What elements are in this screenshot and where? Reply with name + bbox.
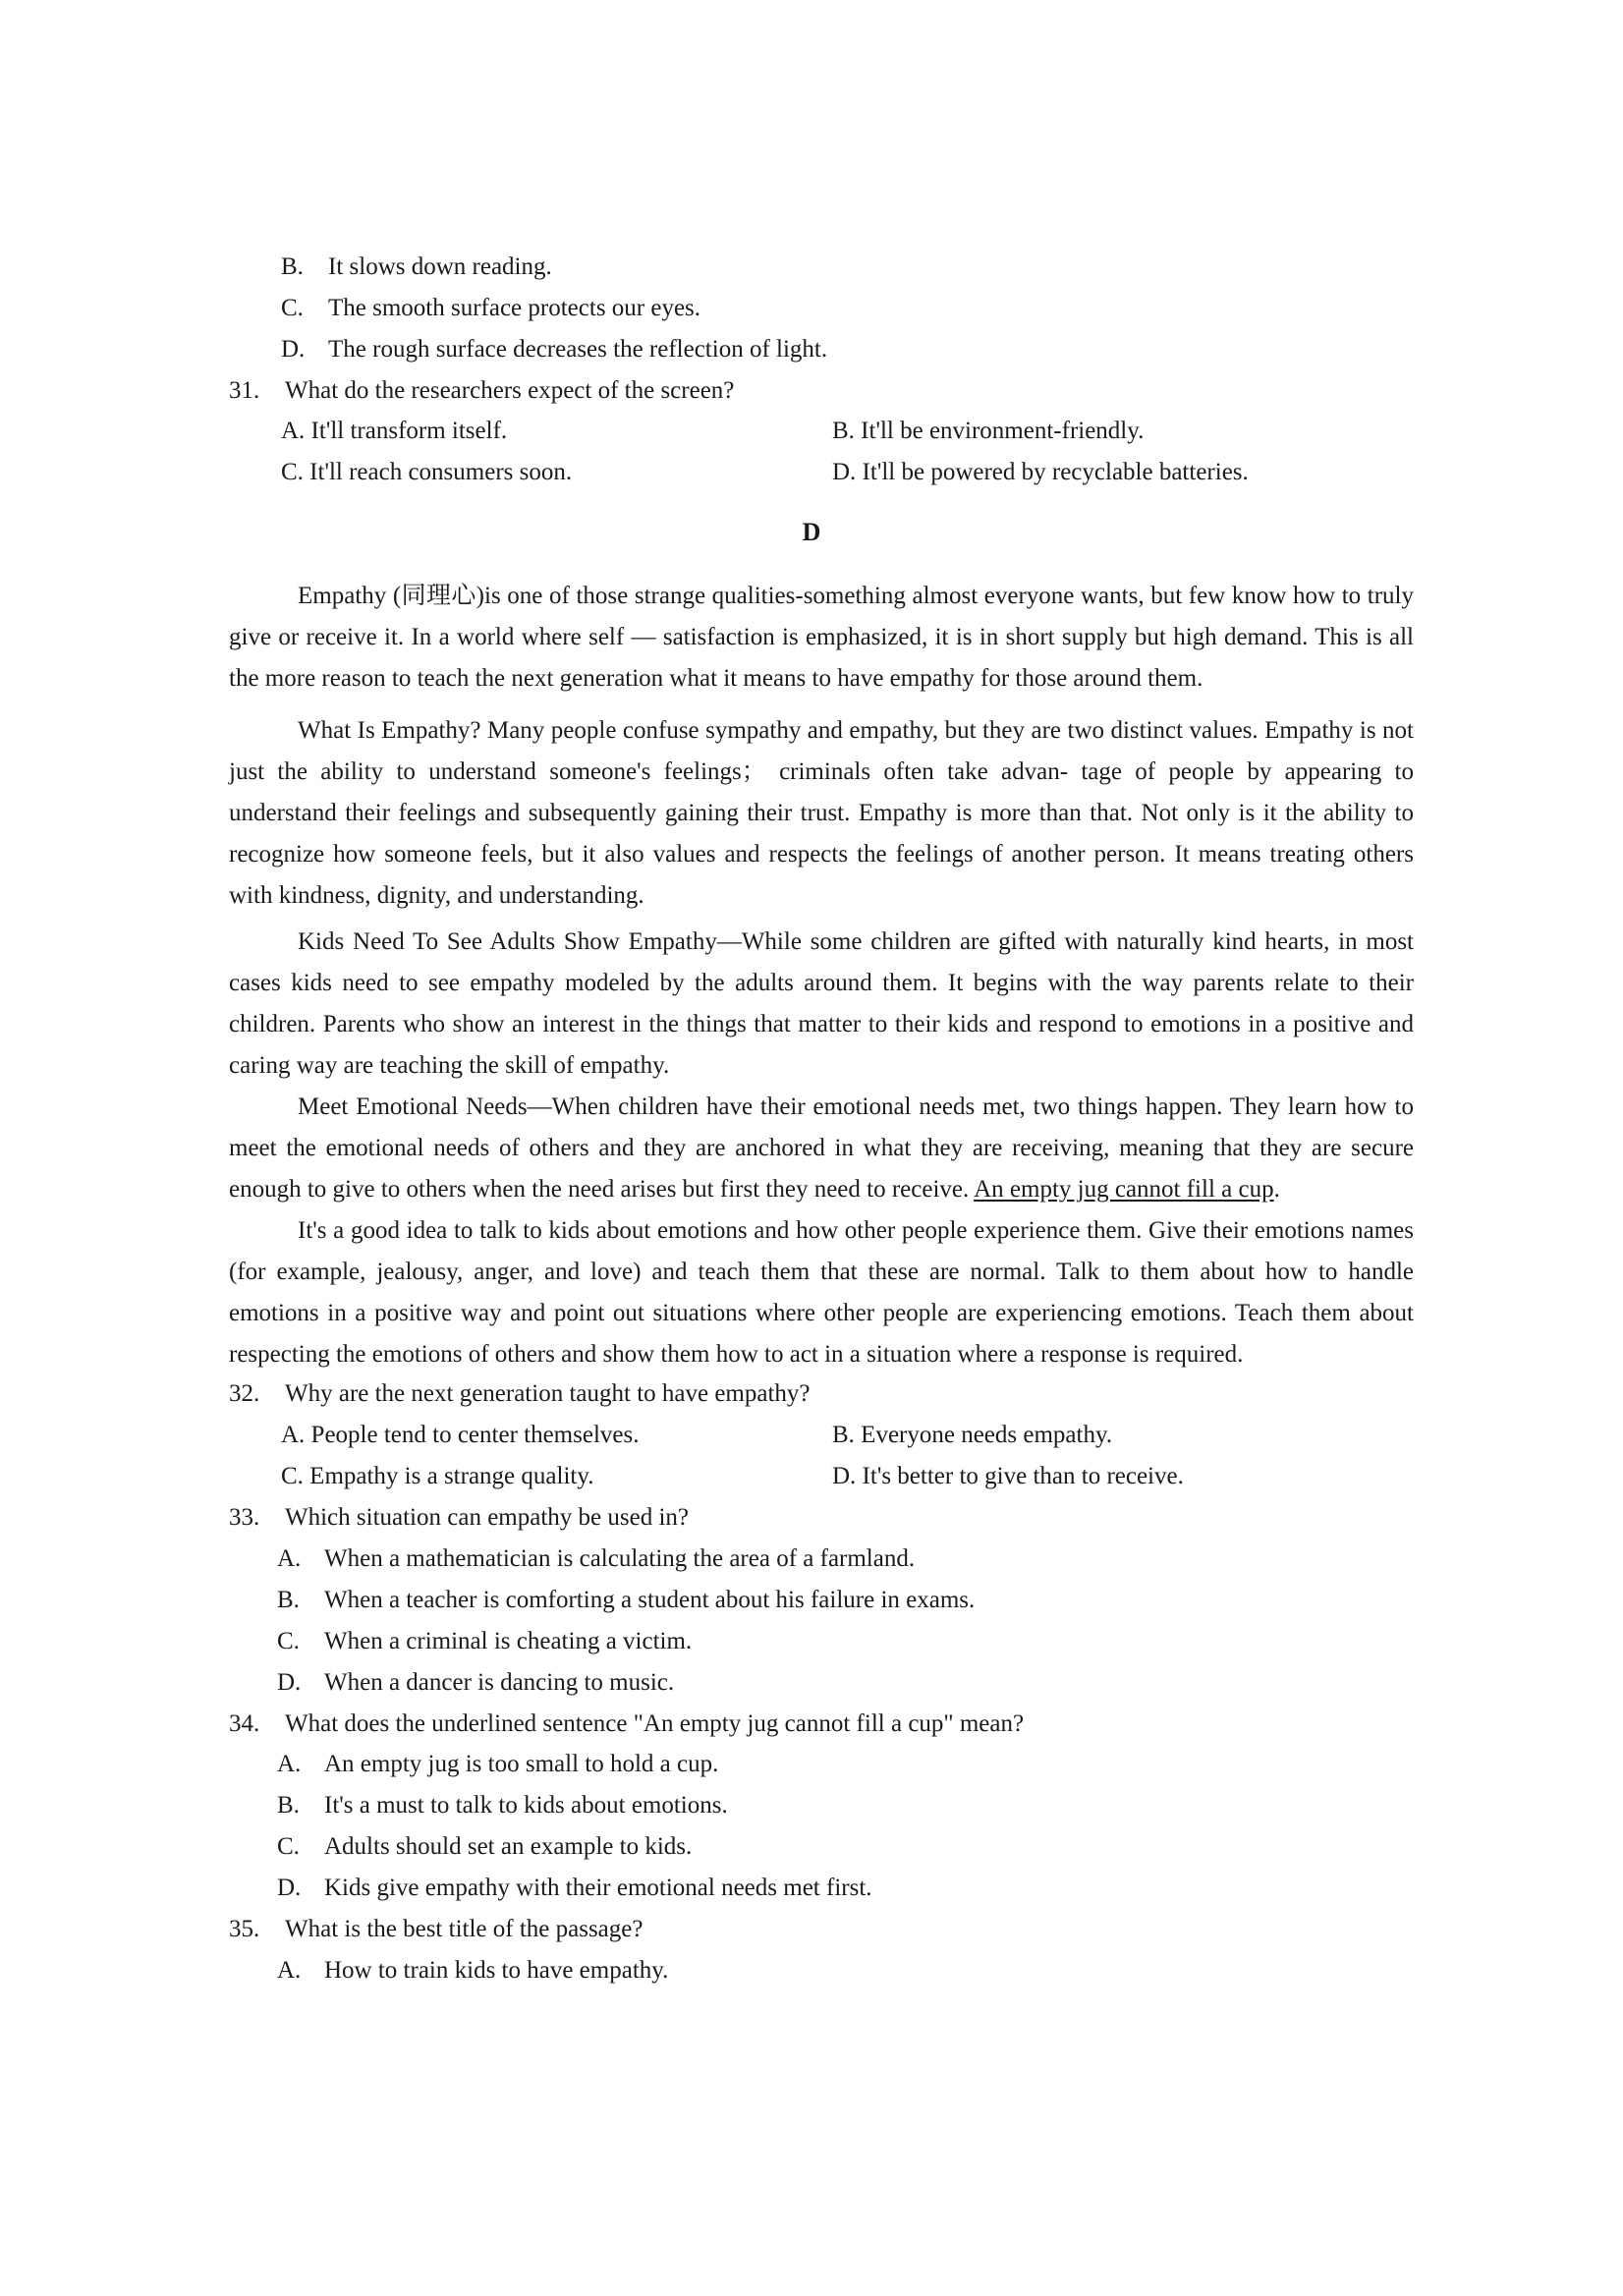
q33-option-a — [277, 1544, 915, 1574]
q34-option-b — [277, 1791, 728, 1820]
option-letter: D. — [277, 1669, 302, 1696]
option-letter: C. — [277, 1833, 300, 1860]
q34-option-a — [277, 1750, 718, 1779]
option-text: An empty jug is too small to hold a cup. — [324, 1751, 719, 1777]
q31-option-d: D. It'll be powered by recyclable batteries. — [832, 459, 1249, 485]
passage-paragraph-3: Kids Need To See Adults Show Empathy—While some children are gifted with naturally kind hearts, in most cases kids need to see empathy modeled by the adults around them. It begins with the way parents relate to their children. Parents who show an interest in the things that matter to their kids and respond to emotions in a positive and caring way are teaching the skill of empathy. — [229, 928, 1414, 1079]
q31-question — [229, 376, 734, 406]
question-text: What is the best title of the passage? — [285, 1916, 644, 1942]
option-text: It slows down reading. — [328, 253, 552, 280]
q30-option-b — [281, 252, 552, 282]
q32-option-b: B. Everyone needs empathy. — [832, 1422, 1113, 1448]
passage-paragraph-5: It's a good idea to talk to kids about emotions and how other people experience them. Give their emotions names (for example, jealousy, anger, and love) and teach them that these are normal. Talk to them about how to handle emotions in a positive way and point out situations where other people are experiencing emotions. Teach them about respecting the emotions of others and show them how to act in a situation where a response is required. — [229, 1217, 1414, 1368]
q33-option-d — [277, 1668, 674, 1698]
option-text: The smooth surface protects our eyes. — [328, 295, 701, 321]
q32-question — [229, 1379, 811, 1409]
option-text: The rough surface decreases the reflection of light. — [328, 336, 828, 363]
q33-option-b — [277, 1586, 975, 1615]
passage-paragraph-4 — [229, 1087, 1414, 1210]
passage-paragraph-1: Empathy (同理心)is one of those strange qualities-something almost everyone wants, but few know how to truly give or receive it. In a world where self — satisfaction is emphasized, it is in short supply but high demand. This is all the more reason to teach the next generation what it means to have empathy for those around them. — [229, 583, 1414, 692]
option-letter: C. — [277, 1628, 300, 1654]
q31-option-a: A. It'll transform itself. — [281, 418, 508, 444]
paragraph-text: Meet Emotional Needs—When children have their emotional needs met, two things happen. They learn how to meet the emotional needs of others and they are anchored in what they are receiving, meaning that they are secure enough to give to others when the need arises but first they need to receive. — [229, 1093, 1414, 1203]
q34-option-d — [277, 1874, 872, 1903]
q30-option-d — [281, 335, 827, 364]
section-heading: D — [802, 518, 821, 546]
question-text: What do the researchers expect of the screen? — [285, 377, 735, 404]
option-letter: C. — [281, 295, 304, 321]
question-number: 34. — [229, 1710, 260, 1737]
q31-option-b: B. It'll be environment-friendly. — [832, 418, 1145, 444]
q34-option-c — [277, 1832, 692, 1862]
option-text: It's a must to talk to kids about emotions. — [324, 1792, 728, 1819]
option-text: Adults should set an example to kids. — [324, 1833, 693, 1860]
q35-question — [229, 1915, 643, 1944]
q34-question — [229, 1709, 1024, 1739]
option-letter: B. — [281, 253, 304, 280]
question-number: 31. — [229, 377, 260, 404]
option-text: Kids give empathy with their emotional needs met first. — [324, 1875, 872, 1901]
option-letter: D. — [281, 336, 306, 363]
option-text: When a teacher is comforting a student about his failure in exams. — [324, 1587, 976, 1613]
question-text: What does the underlined sentence "An empty jug cannot fill a cup" mean? — [285, 1710, 1025, 1737]
option-text: When a dancer is dancing to music. — [324, 1669, 675, 1696]
q33-question — [229, 1503, 689, 1533]
q32-option-d: D. It's better to give than to receive. — [832, 1463, 1184, 1489]
option-letter: A. — [277, 1545, 302, 1572]
question-number: 35. — [229, 1916, 260, 1942]
underlined-sentence: An empty jug cannot fill a cup — [974, 1176, 1274, 1203]
option-text: When a mathematician is calculating the area of a farmland. — [324, 1545, 916, 1572]
q32-option-a: A. People tend to center themselves. — [281, 1422, 640, 1448]
option-letter: B. — [277, 1792, 300, 1819]
paragraph-text-end: . — [1273, 1176, 1280, 1203]
option-text: How to train kids to have empathy. — [324, 1957, 669, 1984]
question-text: Which situation can empathy be used in? — [285, 1504, 689, 1531]
option-letter: A. — [277, 1957, 302, 1984]
q30-option-c — [281, 294, 700, 323]
question-number: 32. — [229, 1380, 260, 1407]
option-text: When a criminal is cheating a victim. — [324, 1628, 693, 1654]
q35-option-a — [277, 1956, 668, 1986]
option-letter: A. — [277, 1751, 302, 1777]
question-text: Why are the next generation taught to have empathy? — [285, 1380, 811, 1407]
q33-option-c — [277, 1627, 692, 1656]
option-letter: B. — [277, 1587, 300, 1613]
option-letter: D. — [277, 1875, 302, 1901]
q32-option-c: C. Empathy is a strange quality. — [281, 1463, 594, 1489]
question-number: 33. — [229, 1504, 260, 1531]
passage-paragraph-2: What Is Empathy? Many people confuse sympathy and empathy, but they are two distinct values. Empathy is not just the ability to understand someone's feelings； criminals often take advan- tage of people by appearing to understand their feelings and subsequently gaining their trust. Empathy is more than that. Not only is it the ability to recognize how someone feels, but it also values and respects the feelings of another person. It means treating others with kindness, dignity, and understanding. — [229, 717, 1414, 909]
q31-option-c: C. It'll reach consumers soon. — [281, 459, 573, 485]
